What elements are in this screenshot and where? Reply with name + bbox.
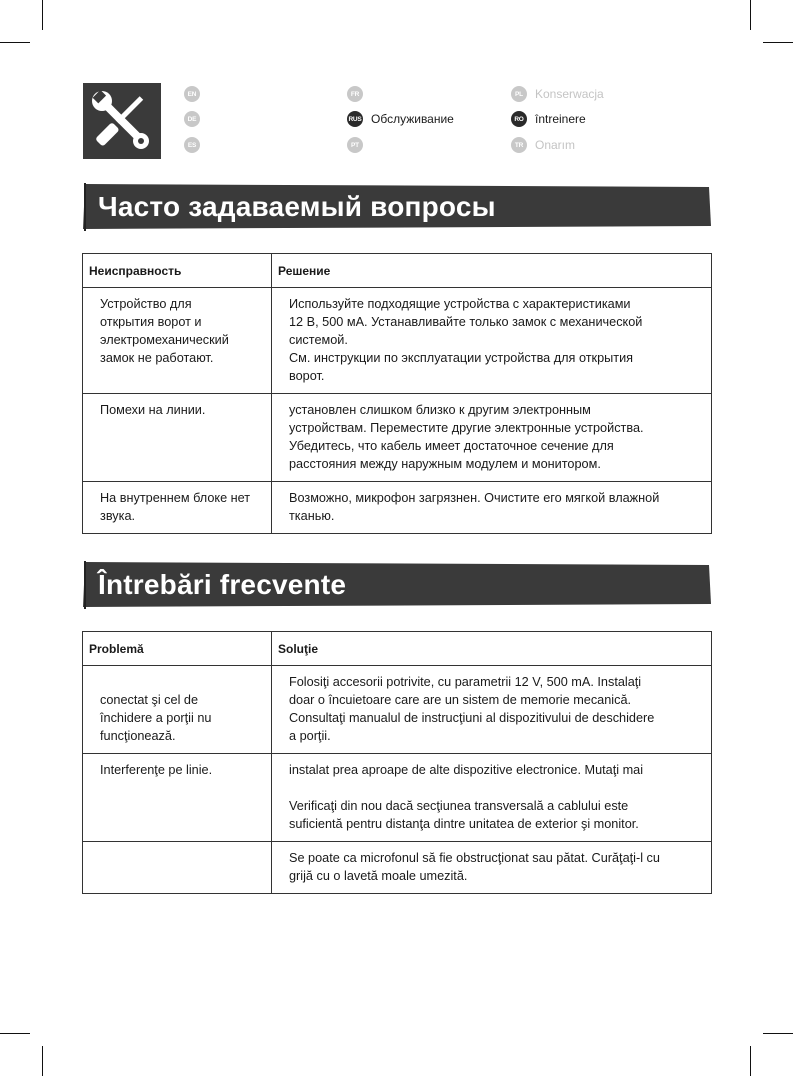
- lang-badge: TR: [511, 137, 527, 153]
- table-row: [83, 288, 712, 394]
- lang-badge: FR: [347, 86, 363, 102]
- text-line: системой.: [289, 333, 348, 347]
- lang-rus[interactable]: [347, 111, 454, 127]
- text-line: doar o încuietoare care are un sistem de memorie mecanică.: [289, 693, 632, 707]
- text-line: открытия ворот и: [100, 315, 202, 329]
- solution-cell: [272, 482, 712, 534]
- crop-mark: [42, 1046, 43, 1076]
- text-line: funcţionează.: [100, 729, 176, 743]
- lang-es[interactable]: [184, 137, 200, 153]
- lang-label: Onarım: [535, 138, 576, 152]
- lang-label: întreinere: [535, 112, 586, 126]
- table-row: [83, 666, 712, 754]
- text-line: închidere a porţii nu: [100, 711, 212, 725]
- problem-cell: [83, 482, 272, 534]
- section-title: Часто задаваемый вопросы: [98, 191, 496, 222]
- text-line: Используйте подходящие устройства с характеристиками: [289, 297, 631, 311]
- text-line: электромеханический: [100, 333, 229, 347]
- solution-cell: [272, 394, 712, 482]
- problem-cell: [83, 754, 272, 842]
- text-line: [289, 779, 705, 797]
- text-line: [100, 849, 265, 867]
- lang-tr[interactable]: [511, 137, 575, 153]
- text-line: замок не работают.: [100, 351, 214, 365]
- column-header: Неисправность: [83, 254, 272, 288]
- text-line: 12 В, 500 мА. Устанавливайте только замок с механической: [289, 315, 643, 329]
- lang-badge: PT: [347, 137, 363, 153]
- text-line: См. инструкции по эксплуатации устройства для открытия: [289, 351, 634, 365]
- lang-badge: RUS: [347, 111, 363, 127]
- text-line: grijă cu o lavetă moale umezită.: [289, 869, 468, 883]
- text-line: Interferenţe pe linie.: [100, 763, 213, 777]
- lang-de[interactable]: [184, 111, 200, 127]
- lang-label: Обслуживание: [371, 112, 454, 126]
- lang-fr[interactable]: [347, 86, 363, 102]
- lang-badge: RO: [511, 111, 527, 127]
- lang-badge: PL: [511, 86, 527, 102]
- text-line: Возможно, микрофон загрязнен. Очистите его мягкой влажной: [289, 491, 660, 505]
- lang-badge: ES: [184, 137, 200, 153]
- crop-mark: [42, 0, 43, 30]
- column-header: Soluţie: [272, 632, 712, 666]
- column-header: Решение: [272, 254, 712, 288]
- text-line: На внутреннем блоке нет: [100, 491, 251, 505]
- solution-cell: [272, 842, 712, 894]
- text-line: suficientă pentru distanţa dintre unitatea de exterior şi monitor.: [289, 817, 639, 831]
- crop-mark: [763, 42, 793, 43]
- text-line: Помехи на линии.: [100, 403, 206, 417]
- wrench-screwdriver-icon: [83, 83, 161, 159]
- table-header-row: [83, 254, 712, 288]
- solution-cell: [272, 288, 712, 394]
- text-line: звука.: [100, 509, 136, 523]
- problem-cell: [83, 666, 272, 754]
- table-row: [83, 842, 712, 894]
- lang-badge: DE: [184, 111, 200, 127]
- text-line: Устройство для: [100, 297, 192, 311]
- solution-cell: [272, 666, 712, 754]
- section-banner: [81, 560, 713, 610]
- table-header-row: [83, 632, 712, 666]
- text-line: Folosiţi accesorii potrivite, cu parametrii 12 V, 500 mA. Instalaţi: [289, 675, 642, 689]
- section-banner: [81, 182, 713, 232]
- faq-table: [82, 253, 712, 534]
- table-row: [83, 394, 712, 482]
- crop-mark: [750, 1046, 751, 1076]
- crop-mark: [750, 0, 751, 30]
- text-line: instalat prea aproape de alte dispozitive electronice. Mutaţi mai: [289, 763, 644, 777]
- text-line: тканью.: [289, 509, 335, 523]
- text-line: ворот.: [289, 369, 325, 383]
- text-line: a porţii.: [289, 729, 331, 743]
- text-line: Consultaţi manualul de instrucţiuni al dispozitivului de deschidere: [289, 711, 655, 725]
- table-row: [83, 754, 712, 842]
- lang-badge: EN: [184, 86, 200, 102]
- text-line: расстояния между наружным модулем и монитором.: [289, 457, 601, 471]
- text-line: conectat şi cel de: [100, 693, 199, 707]
- text-line: Verificaţi din nou dacă secţiunea transversală a cablului este: [289, 799, 629, 813]
- text-line: Убедитесь, что кабель имеет достаточное сечение для: [289, 439, 614, 453]
- problem-cell: [83, 288, 272, 394]
- crop-mark: [0, 1033, 30, 1034]
- problem-cell: [83, 394, 272, 482]
- crop-mark: [763, 1033, 793, 1034]
- lang-en[interactable]: [184, 86, 200, 102]
- faq-table: [82, 631, 712, 894]
- solution-cell: [272, 754, 712, 842]
- text-line: устройствам. Переместите другие электронные устройства.: [289, 421, 644, 435]
- table-row: [83, 482, 712, 534]
- text-line: [100, 673, 265, 691]
- lang-pt[interactable]: [347, 137, 363, 153]
- text-line: Se poate ca microfonul să fie obstrucţionat sau pătat. Curăţaţi-l cu: [289, 851, 660, 865]
- crop-mark: [0, 42, 30, 43]
- section-title: Întrebări frecvente: [98, 569, 347, 600]
- lang-label: Konserwacja: [535, 87, 604, 101]
- column-header: Problemă: [83, 632, 272, 666]
- lang-ro[interactable]: [511, 111, 586, 127]
- lang-pl[interactable]: [511, 86, 604, 102]
- problem-cell: [83, 842, 272, 894]
- text-line: установлен слишком близко к другим электронным: [289, 403, 591, 417]
